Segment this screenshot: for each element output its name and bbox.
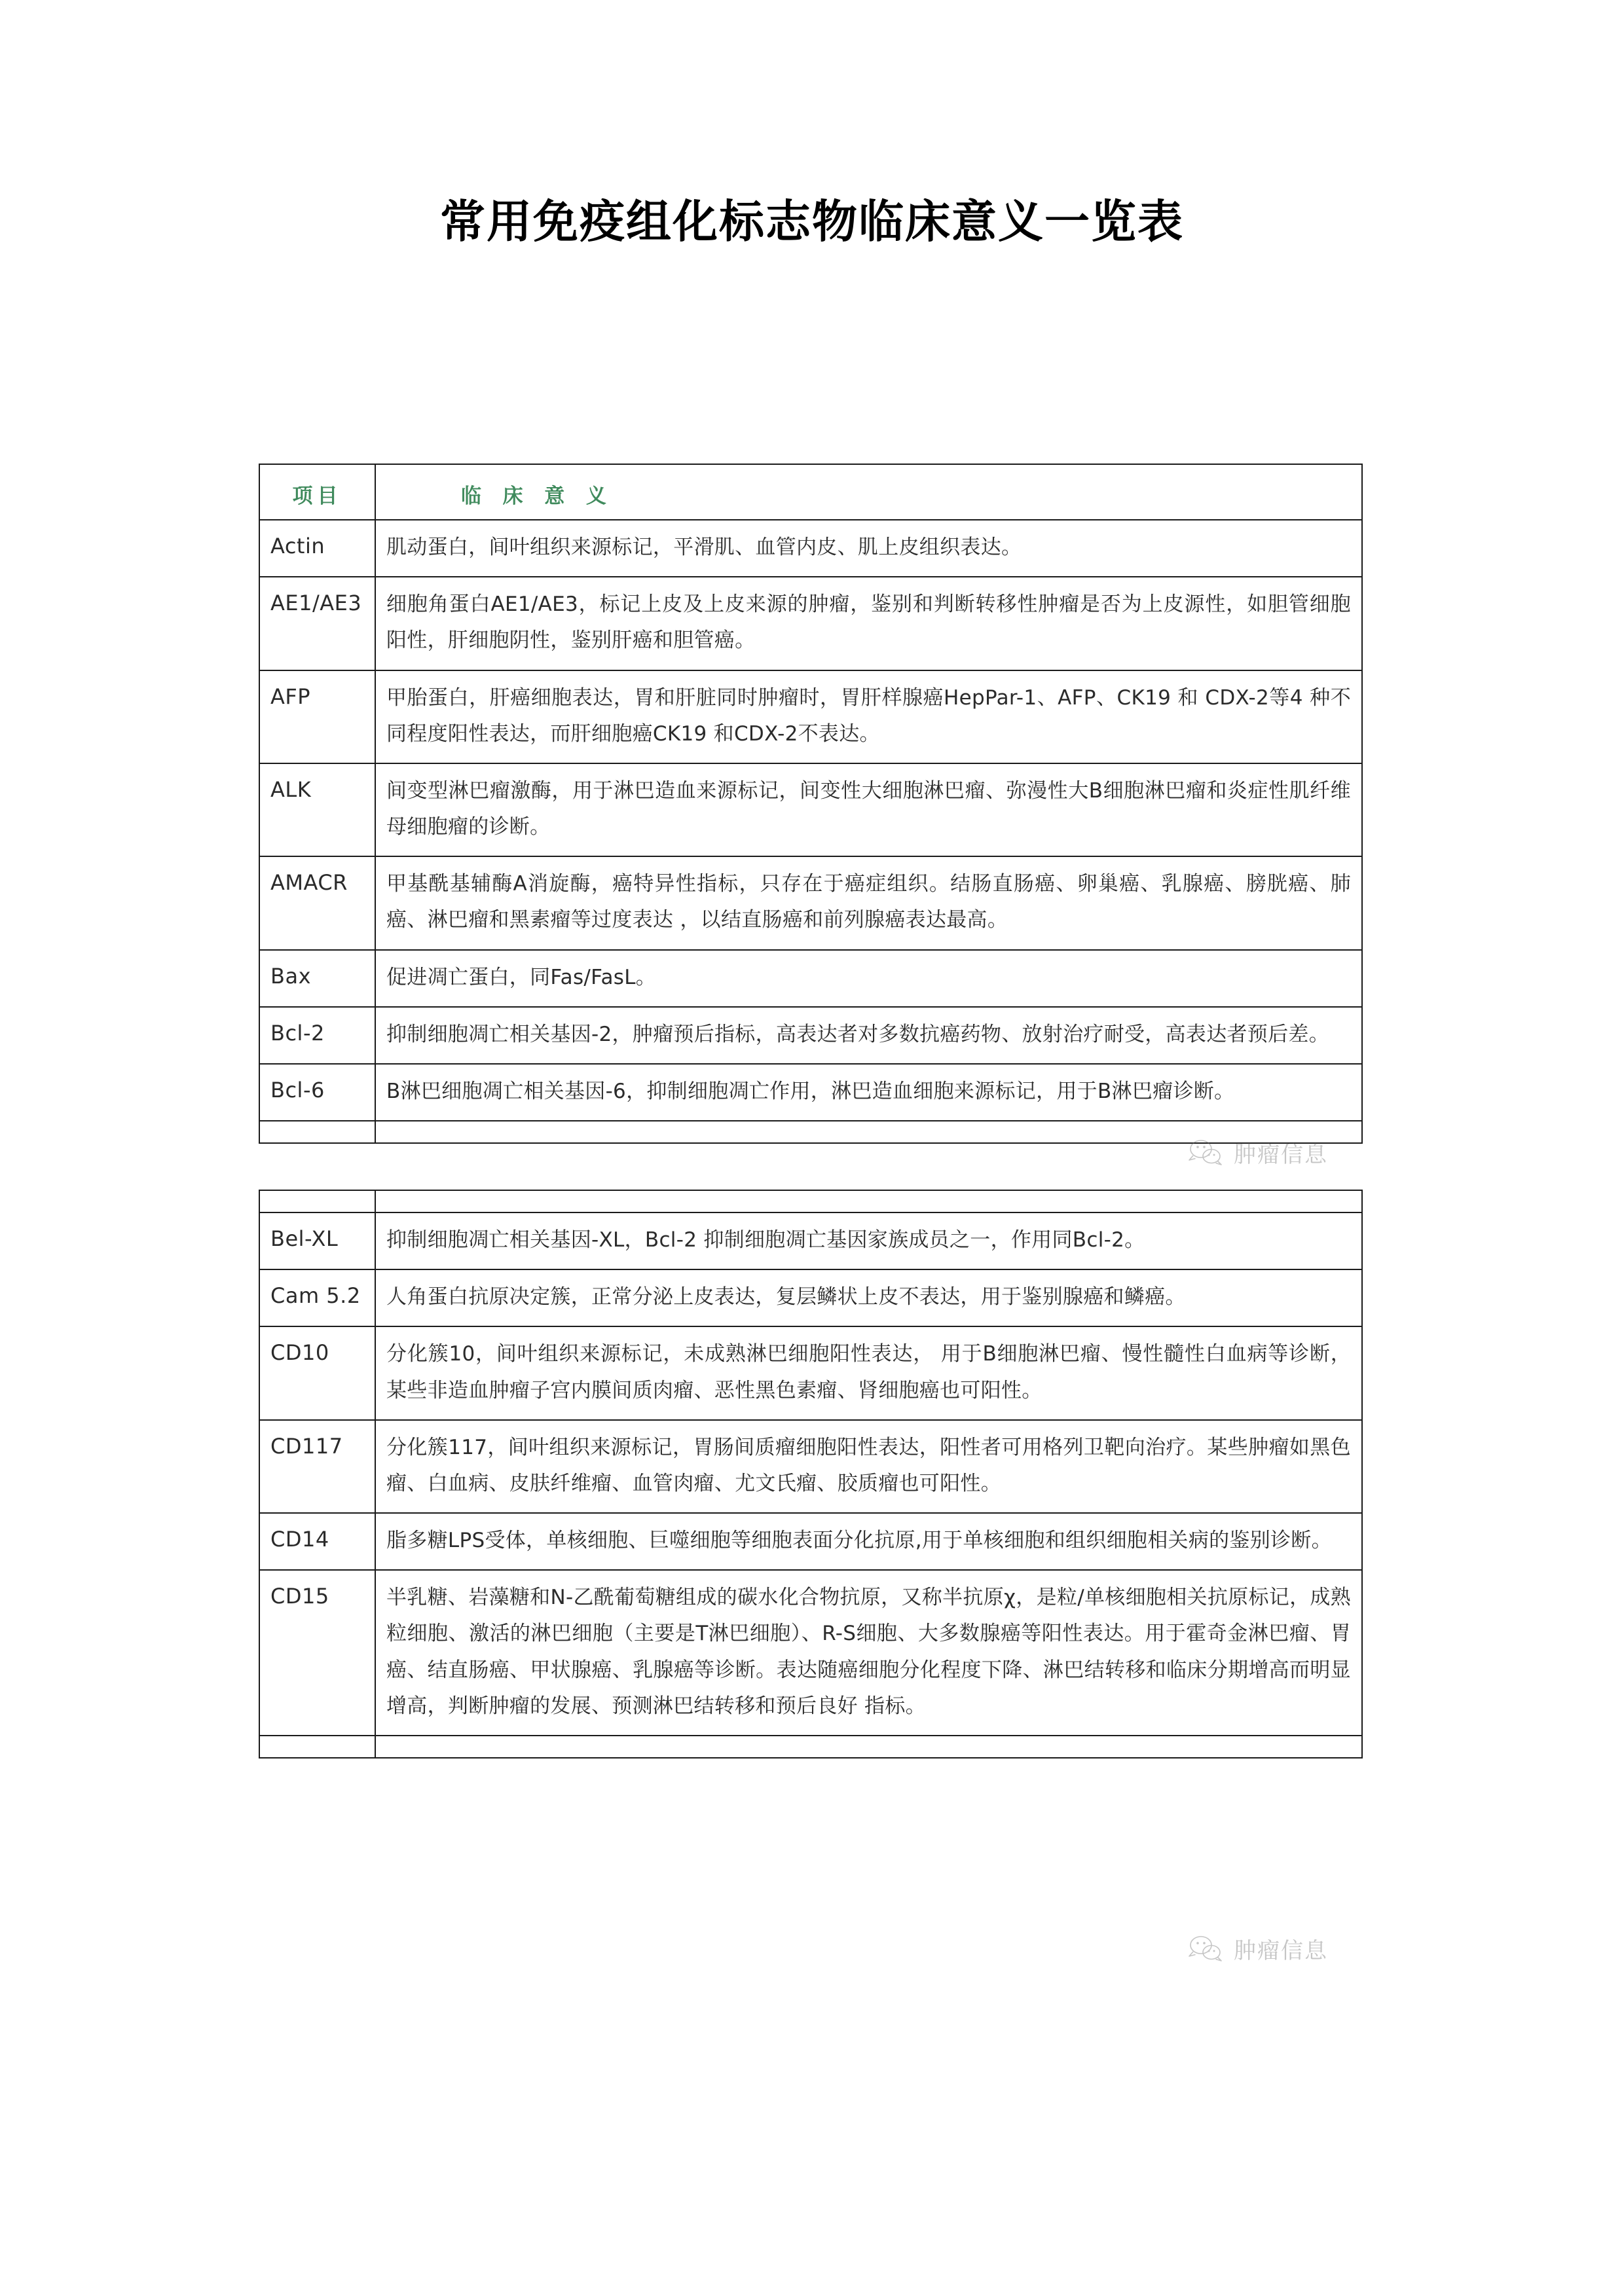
cell-fragment — [259, 1121, 375, 1143]
cell-marker-name: AMACR — [259, 856, 375, 949]
column-header-item: 项目 — [259, 464, 375, 520]
cell-marker-name: CD117 — [259, 1420, 375, 1513]
cell-marker-name: Bax — [259, 950, 375, 1007]
cell-fragment — [375, 1190, 1362, 1212]
table-body-part-2 — [259, 1190, 1362, 1758]
cell-fragment — [259, 1736, 375, 1758]
table-row — [259, 1326, 1362, 1419]
cell-clinical-meaning: 脂多糖LPS受体，单核细胞、巨噬细胞等细胞表面分化抗原,用于单核细胞和组织细胞相关病的鉴别诊断。 — [375, 1513, 1362, 1570]
watermark-label: 肿瘤信息 — [1234, 1142, 1328, 1168]
table-row — [259, 1420, 1362, 1513]
table-row — [259, 1570, 1362, 1736]
cell-marker-name: Bcl-2 — [259, 1007, 375, 1064]
cell-fragment — [375, 1121, 1362, 1143]
table-row — [259, 1064, 1362, 1121]
table-row-fragment-bottom — [259, 1121, 1362, 1143]
cell-marker-name: Cam 5.2 — [259, 1269, 375, 1326]
table-row — [259, 856, 1362, 949]
table-row — [259, 763, 1362, 856]
table-row — [259, 1513, 1362, 1570]
cell-clinical-meaning: 分化簇10，间叶组织来源标记，未成熟淋巴细胞阳性表达， 用于B细胞淋巴瘤、慢性髓性白血病等诊断，某些非造血肿瘤子宫内膜间质肉瘤、恶性黑色素瘤、肾细胞癌也可阳性。 — [375, 1326, 1362, 1419]
cell-clinical-meaning: 抑制细胞凋亡相关基因-2，肿瘤预后指标，高表达者对多数抗癌药物、放射治疗耐受，高表达者预后差。 — [375, 1007, 1362, 1064]
table-row — [259, 1212, 1362, 1269]
cell-marker-name: CD14 — [259, 1513, 375, 1570]
cell-clinical-meaning: 肌动蛋白，间叶组织来源标记，平滑肌、血管内皮、肌上皮组织表达。 — [375, 520, 1362, 577]
wechat-bubble-icon — [1187, 1934, 1226, 1964]
immunohistochemistry-table-wrapper — [259, 464, 1361, 1758]
cell-marker-name: AFP — [259, 670, 375, 763]
cell-fragment — [259, 1190, 375, 1212]
cell-fragment — [375, 1736, 1362, 1758]
cell-marker-name: Bel-XL — [259, 1212, 375, 1269]
table-row-fragment-top — [259, 1190, 1362, 1212]
cell-clinical-meaning: 人角蛋白抗原决定簇，正常分泌上皮表达，复层鳞状上皮不表达，用于鉴别腺癌和鳞癌。 — [375, 1269, 1362, 1326]
cell-clinical-meaning: 半乳糖、岩藻糖和N-乙酰葡萄糖组成的碳水化合物抗原，又称半抗原χ，是粒/单核细胞相关抗原标记，成熟粒细胞、激活的淋巴细胞（主要是T淋巴细胞）、R-S细胞、大多数腺癌等阳性表达。用于霍奇金淋巴瘤、胃癌、结直肠癌、甲状腺癌、乳腺癌等诊断。表达随癌细胞分化程度下降、淋巴结转移和临床分期增高而明显增高，判断肿瘤的发展、预测淋巴结转移和预后良好 指标。 — [375, 1570, 1362, 1736]
cell-clinical-meaning: 分化簇117，间叶组织来源标记，胃肠间质瘤细胞阳性表达，阳性者可用格列卫靶向治疗。某些肿瘤如黑色瘤、白血病、皮肤纤维瘤、血管肉瘤、尤文氏瘤、胶质瘤也可阳性。 — [375, 1420, 1362, 1513]
cell-marker-name: CD15 — [259, 1570, 375, 1736]
cell-marker-name: AE1/AE3 — [259, 577, 375, 670]
table-row — [259, 1007, 1362, 1064]
column-header-meaning: 临 床 意 义 — [375, 464, 1362, 520]
cell-clinical-meaning: B淋巴细胞凋亡相关基因-6，抑制细胞凋亡作用，淋巴造血细胞来源标记，用于B淋巴瘤诊断。 — [375, 1064, 1362, 1121]
cell-clinical-meaning: 间变型淋巴瘤激酶，用于淋巴造血来源标记，间变性大细胞淋巴瘤、弥漫性大B细胞淋巴瘤和炎症性肌纤维母细胞瘤的诊断。 — [375, 763, 1362, 856]
table-row — [259, 520, 1362, 577]
watermark-label: 肿瘤信息 — [1234, 1938, 1328, 1964]
table-row — [259, 577, 1362, 670]
cell-marker-name: CD10 — [259, 1326, 375, 1419]
table-body-part-1 — [259, 520, 1362, 1143]
cell-clinical-meaning: 甲胎蛋白，肝癌细胞表达，胃和肝脏同时肿瘤时，胃肝样腺癌HepPar-1、AFP、CK19 和 CDX-2等4 种不同程度阳性表达，而肝细胞癌CK19 和CDX-2不表达。 — [375, 670, 1362, 763]
table-header-row — [259, 464, 1362, 520]
cell-marker-name: Actin — [259, 520, 375, 577]
marker-table-part-2 — [259, 1190, 1363, 1758]
watermark-bottom — [1187, 1933, 1328, 1965]
cell-marker-name: Bcl-6 — [259, 1064, 375, 1121]
table-row — [259, 950, 1362, 1007]
table-row — [259, 1269, 1362, 1326]
cell-clinical-meaning: 细胞角蛋白AE1/AE3，标记上皮及上皮来源的肿瘤，鉴别和判断转移性肿瘤是否为上皮源性，如胆管细胞阳性，肝细胞阴性，鉴别肝癌和胆管癌。 — [375, 577, 1362, 670]
page-break-gap — [259, 1144, 1361, 1190]
table-row-fragment-bottom — [259, 1736, 1362, 1758]
marker-table-part-1 — [259, 464, 1363, 1144]
table-row — [259, 670, 1362, 763]
cell-clinical-meaning: 促进凋亡蛋白，同Fas/FasL。 — [375, 950, 1362, 1007]
cell-clinical-meaning: 抑制细胞凋亡相关基因-XL，Bcl-2 抑制细胞凋亡基因家族成员之一，作用同Bcl-2。 — [375, 1212, 1362, 1269]
cell-marker-name: ALK — [259, 763, 375, 856]
cell-clinical-meaning: 甲基酰基辅酶A消旋酶，癌特异性指标，只存在于癌症组织。结肠直肠癌、卵巢癌、乳腺癌、膀胱癌、肺癌、淋巴瘤和黑素瘤等过度表达 ，以结直肠癌和前列腺癌表达最高。 — [375, 856, 1362, 949]
page-title: 常用免疫组化标志物临床意义一览表 — [440, 197, 1184, 247]
